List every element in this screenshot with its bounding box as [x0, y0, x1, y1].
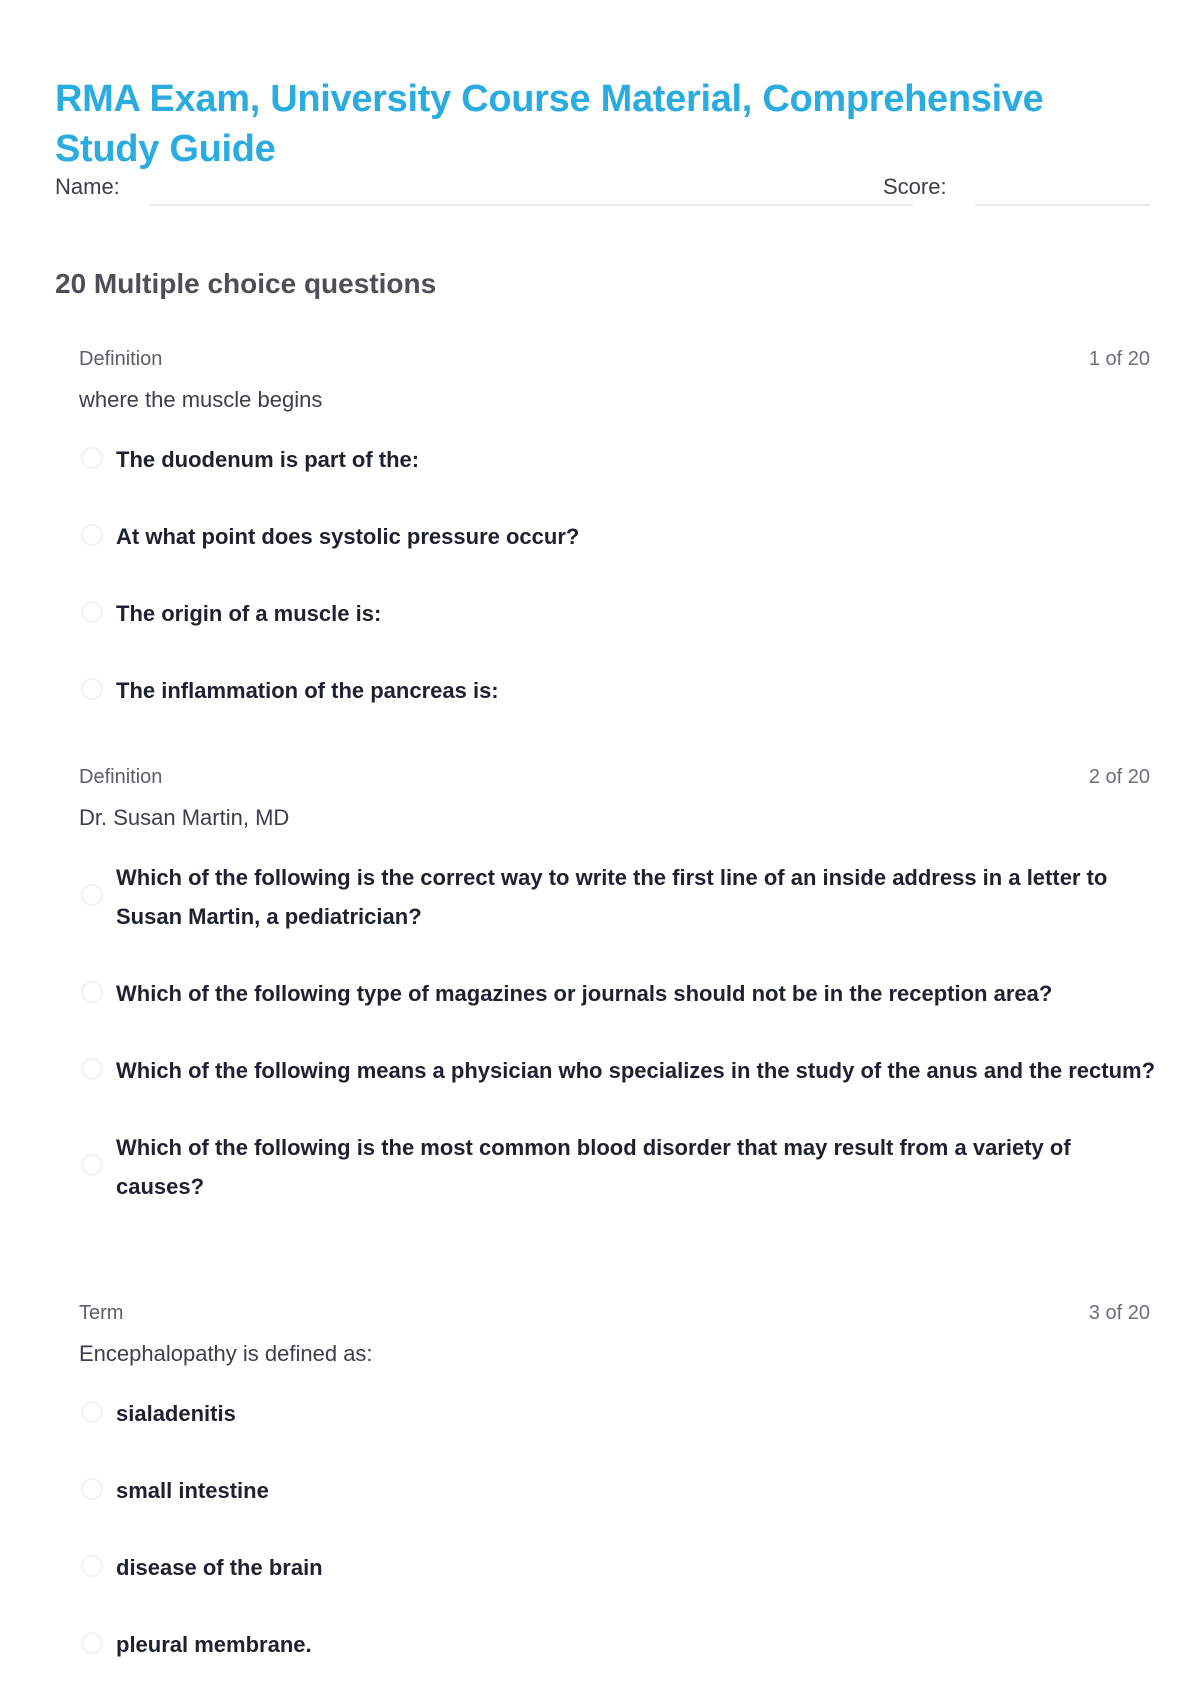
radio-button-icon[interactable]: [81, 601, 103, 623]
question-card: [79, 344, 1150, 748]
question-header: [79, 1298, 1150, 1328]
question-card: [79, 762, 1156, 1244]
answer-option[interactable]: [79, 1625, 1156, 1664]
question-type: Definition: [79, 766, 163, 788]
answer-option[interactable]: [79, 1051, 1156, 1090]
radio-button-icon[interactable]: [81, 981, 103, 1003]
question-counter: 1 of 20: [1088, 348, 1150, 370]
answer-option-text: At what point does systolic pressure occur?: [116, 524, 580, 549]
section-heading: 20 Multiple choice questions: [55, 268, 437, 299]
question-header: [79, 762, 1150, 792]
name-score-row: [55, 172, 1150, 208]
radio-button-icon[interactable]: [81, 884, 103, 906]
answer-option-text: Which of the following type of magazines or journals should not be in the reception area?: [116, 981, 1053, 1006]
question-counter: 3 of 20: [1088, 1302, 1150, 1324]
answer-option[interactable]: [79, 594, 1156, 633]
answer-option[interactable]: [79, 1128, 1156, 1206]
answer-option-text: small intestine: [116, 1478, 269, 1503]
answer-option[interactable]: [79, 671, 1156, 710]
radio-button-icon[interactable]: [81, 1401, 103, 1423]
answer-options: [79, 858, 1156, 1206]
question-card: [79, 1298, 1150, 1702]
answer-options: [79, 440, 1150, 710]
radio-button-icon[interactable]: [81, 1058, 103, 1080]
answer-option-text: The duodenum is part of the:: [116, 447, 420, 472]
answer-option-text: Which of the following is the most common blood disorder that may result from a variety of causes?: [116, 1135, 1071, 1199]
answer-option-text: Which of the following is the correct way to write the first line of an inside address in a letter to Susan Martin, a pediatrician?: [116, 865, 1108, 929]
score-field[interactable]: [975, 204, 1150, 206]
answer-option[interactable]: [79, 1471, 1156, 1510]
answer-option-text: disease of the brain: [116, 1555, 323, 1580]
name-field[interactable]: [150, 204, 913, 206]
document-title: RMA Exam, University Course Material, Comprehensive Study Guide: [55, 78, 1044, 170]
radio-button-icon[interactable]: [81, 678, 103, 700]
question-prompt: Dr. Susan Martin, MD: [79, 805, 290, 830]
radio-button-icon[interactable]: [81, 1632, 103, 1654]
radio-button-icon[interactable]: [81, 1555, 103, 1577]
radio-button-icon[interactable]: [81, 1478, 103, 1500]
question-prompt: Encephalopathy is defined as:: [79, 1341, 373, 1366]
answer-option[interactable]: [79, 858, 1156, 936]
name-label: Name:: [55, 174, 120, 199]
answer-option[interactable]: [79, 517, 1156, 556]
answer-option-text: pleural membrane.: [116, 1632, 312, 1657]
answer-options: [79, 1394, 1150, 1664]
radio-button-icon[interactable]: [81, 447, 103, 469]
answer-option[interactable]: [79, 1394, 1156, 1433]
answer-option[interactable]: [79, 1548, 1156, 1587]
radio-button-icon[interactable]: [81, 1154, 103, 1176]
score-label: Score:: [883, 174, 947, 199]
answer-option-text: The origin of a muscle is:: [116, 601, 382, 626]
question-counter: 2 of 20: [1088, 766, 1150, 788]
answer-option[interactable]: [79, 974, 1156, 1013]
answer-option-text: The inflammation of the pancreas is:: [116, 678, 499, 703]
radio-button-icon[interactable]: [81, 524, 103, 546]
question-type: Term: [79, 1302, 124, 1324]
answer-option-text: sialadenitis: [116, 1401, 236, 1426]
answer-option-text: Which of the following means a physician who specializes in the study of the anus and the rectum?: [116, 1058, 1156, 1083]
answer-option[interactable]: [79, 440, 1156, 479]
question-type: Definition: [79, 348, 163, 370]
question-header: [79, 344, 1150, 374]
question-prompt: where the muscle begins: [79, 387, 323, 412]
